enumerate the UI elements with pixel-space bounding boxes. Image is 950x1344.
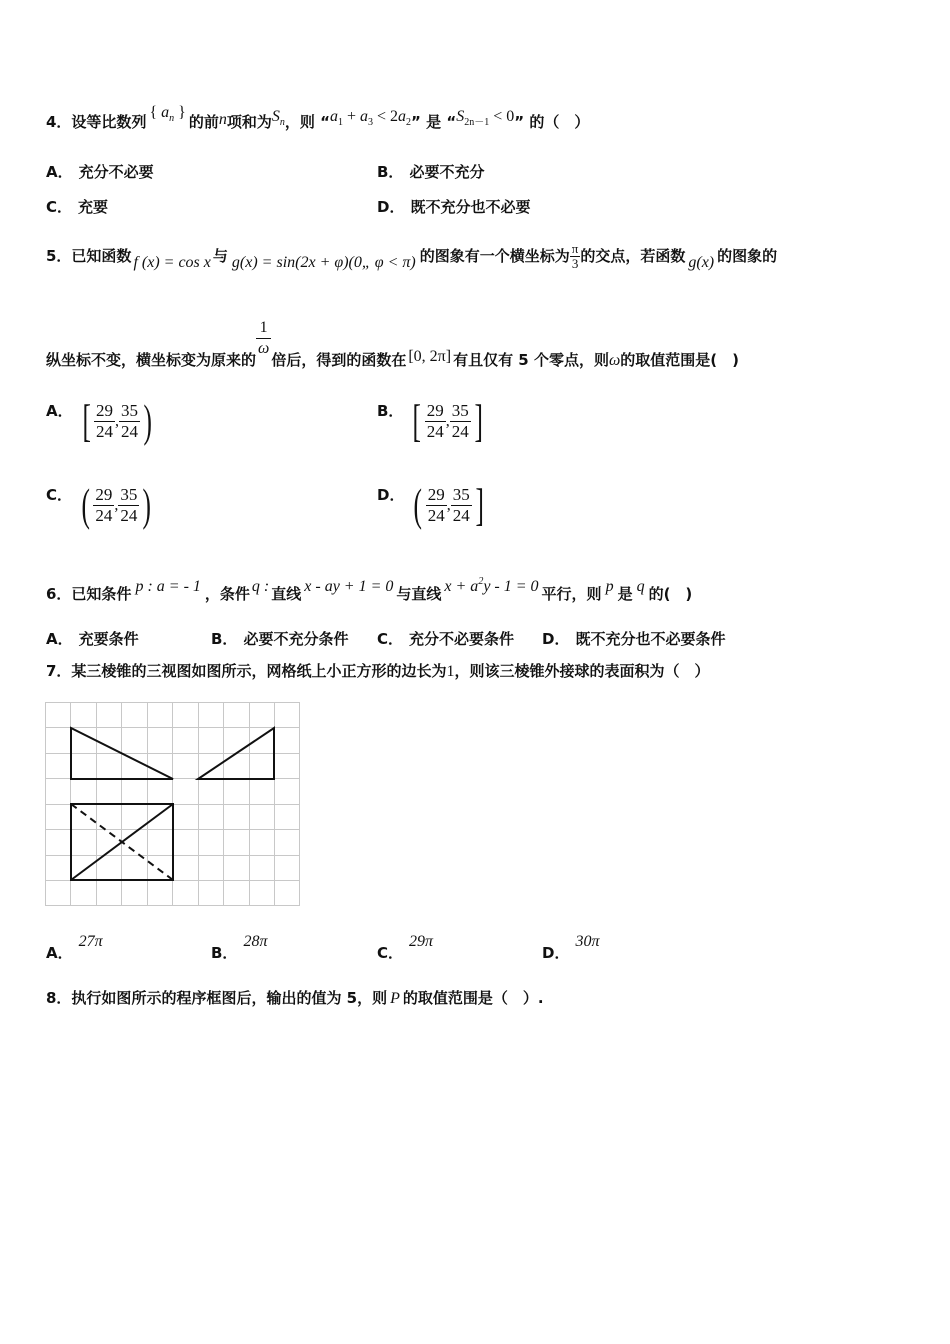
q4-stem: 4．设等比数列{ $a_n$ }的前n项和为$S_n$，则 “$a_1 + a_3 < 2a_2$” 是 “$S_{2n-1} < 0$” 的（ ） xyxy=(46,104,590,131)
three-view-figure xyxy=(45,702,301,908)
sum-symbol: $S_n$ xyxy=(271,108,285,128)
q5-option-c[interactable]: C． ( $\frac{29}{24}$ , $\frac{35}{24}$ ) xyxy=(46,479,152,530)
f-formula: f (x) = cos x xyxy=(133,254,211,271)
g-formula: g(x) = sin(2x + φ)(0„ φ < π) xyxy=(231,254,416,271)
q5-option-a[interactable]: A． [ $\frac{29}{24}$ , $\frac{35}{24}$ ) xyxy=(46,395,152,446)
condition-2: $S_{2n-1} < 0$ xyxy=(456,108,515,128)
q5-stem-line1: 5．已知函数 f (x) = cos x 与 g(x) = sin(2x + φ)(0„ φ < π) 的图象有一个横坐标为 $\frac{\pi}{3}$ 的交点，若函数 g(x) 的图象的 xyxy=(46,241,778,271)
q7-stem: 7．某三棱锥的三视图如图所示，网格纸上小正方形的边长为1，则该三棱锥外接球的表面积为（ ） xyxy=(46,662,710,680)
condition-p: p : a = - 1 xyxy=(135,578,201,595)
q7-option-d[interactable]: D．30π xyxy=(542,933,600,962)
q6-stem: 6．已知条件 p : a = - 1 ，条件 q : 直线 x - ay + 1 = 0 与直线 $x + a^2y - 1 = 0$ 平行，则 p 是 q 的( ) xyxy=(46,576,693,603)
one-over-omega: $\frac{1}{\omega}$ xyxy=(258,319,270,357)
q6-option-c[interactable]: C． 充分不必要条件 xyxy=(377,630,515,648)
q6-option-b[interactable]: B． 必要不充分条件 xyxy=(211,630,349,648)
q6-option-d[interactable]: D． 既不充分也不必要条件 xyxy=(542,630,726,648)
q4-option-b[interactable]: B． 必要不充分 xyxy=(377,163,485,181)
q8-stem: 8．执行如图所示的程序框图后，输出的值为 5，则 P 的取值范围是（ ）. xyxy=(46,989,544,1007)
q5-option-d[interactable]: D． ( $\frac{29}{24}$ , $\frac{35}{24}$ ] xyxy=(377,479,484,530)
q4-option-d[interactable]: D． 既不充分也不必要 xyxy=(377,198,531,216)
line-1: x - ay + 1 = 0 xyxy=(304,578,394,595)
pi-over-3: $\frac{\pi}{3}$ xyxy=(571,241,579,271)
q4-option-c[interactable]: C． 充要 xyxy=(46,198,109,216)
condition-q: q : xyxy=(251,578,270,595)
q7-option-b[interactable]: B．28π xyxy=(211,933,268,962)
q5-stem-line2: 纵坐标不变，横坐标变为原来的 $\frac{1}{\omega}$ 倍后，得到的函数在 [0, 2π] 有且仅有 5 个零点，则ω的取值范围是( ) xyxy=(46,319,739,369)
q7-option-a[interactable]: A．27π xyxy=(46,933,103,962)
seq-braces: { $a_n$ } xyxy=(149,104,186,124)
q5-option-b[interactable]: B． [ $\frac{29}{24}$ , $\frac{35}{24}$ ] xyxy=(377,395,483,446)
line-2: $x + a^2y - 1 = 0$ xyxy=(444,576,539,595)
q6-option-a[interactable]: A． 充要条件 xyxy=(46,630,139,648)
q7-option-c[interactable]: C．29π xyxy=(377,933,434,962)
condition-1: $a_1 + a_3 < 2a_2$ xyxy=(329,108,412,128)
q4-option-a[interactable]: A． 充分不必要 xyxy=(46,163,154,181)
interval: [0, 2π] xyxy=(408,348,452,365)
